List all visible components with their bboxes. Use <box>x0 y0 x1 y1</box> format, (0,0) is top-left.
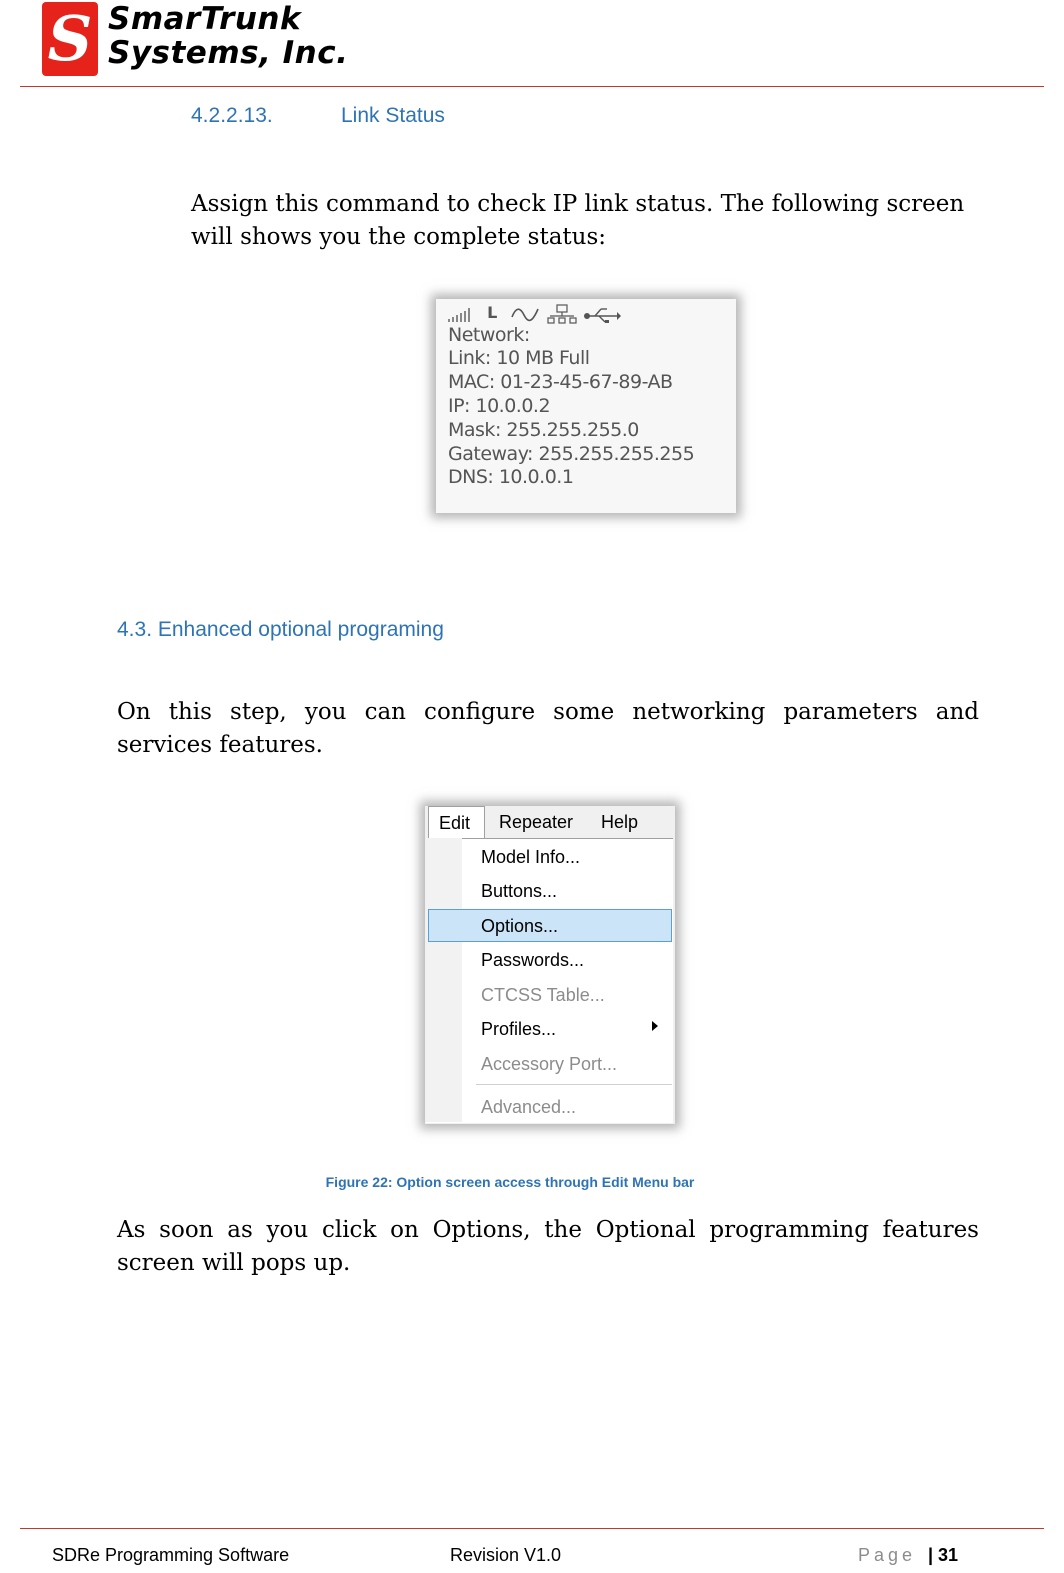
header-rule <box>20 86 1044 87</box>
submenu-arrow-icon <box>652 1021 658 1031</box>
menu-item-advanced[interactable]: Advanced... <box>481 1097 577 1117</box>
footer-rule <box>20 1528 1044 1529</box>
menu-item-model-info[interactable]: Model Info... <box>481 847 581 867</box>
body-text-line-1: Assign this command to check IP link status. The following screen <box>191 191 965 217</box>
logo-s-glyph: S <box>47 2 93 75</box>
menu-separator <box>476 1084 672 1085</box>
usb-icon <box>583 305 621 323</box>
menu-item-passwords[interactable]: Passwords... <box>481 950 585 970</box>
lcd-status-icons <box>446 303 621 325</box>
menu-item-accessory-port[interactable]: Accessory Port... <box>481 1054 618 1074</box>
menu-item-buttons[interactable]: Buttons... <box>481 881 558 901</box>
lcd-line-network: Network: <box>448 324 530 346</box>
wave-icon <box>510 305 542 323</box>
lcd-line-mask: Mask: 255.255.255.0 <box>448 419 639 441</box>
footer-revision: Revision V1.0 <box>450 1545 562 1565</box>
footer-page-number: | 31 <box>928 1545 959 1565</box>
section-4-3-body: On this step, you can configure some networking parameters and services features. <box>117 699 979 758</box>
dropdown-icon-gutter <box>426 838 462 1122</box>
section-number: 4.2.2.13. <box>191 104 273 127</box>
footer-doc-title: SDRe Programming Software <box>52 1545 290 1565</box>
menu-tab-help[interactable]: Help <box>601 812 639 832</box>
footer-page-word: Page <box>858 1545 917 1565</box>
logo-line-1: SmarTrunk <box>108 1 302 37</box>
network-icon <box>547 304 577 324</box>
menu-item-options[interactable]: Options... <box>481 916 559 936</box>
lcd-line-gateway: Gateway: 255.255.255.255 <box>448 443 695 465</box>
signal-bars-icon <box>446 305 476 323</box>
lcd-line-ip: IP: 10.0.0.2 <box>448 395 551 417</box>
lcd-line-mac: MAC: 01-23-45-67-89-AB <box>448 371 673 393</box>
lcd-line-link: Link: 10 MB Full <box>448 347 590 369</box>
figure-caption: Figure 22: Option screen access through Edit Menu bar <box>325 1174 695 1190</box>
menu-item-profiles[interactable]: Profiles... <box>481 1019 557 1039</box>
body-text-line-2: will shows you the complete status: <box>191 224 607 250</box>
logo-line-2: Systems, Inc. <box>108 35 349 71</box>
lcd-status-letter: L <box>487 303 498 322</box>
closing-paragraph: As soon as you click on Options, the Optional programming features screen will pops up. <box>117 1217 979 1276</box>
section-4-3-title: 4.3. Enhanced optional programing <box>117 618 444 641</box>
section-title: Link Status <box>341 104 445 127</box>
menu-tab-edit[interactable]: Edit <box>428 806 485 838</box>
menu-item-ctcss-table[interactable]: CTCSS Table... <box>481 985 605 1005</box>
lcd-line-dns: DNS: 10.0.0.1 <box>448 466 574 488</box>
menu-tab-repeater[interactable]: Repeater <box>499 812 574 832</box>
